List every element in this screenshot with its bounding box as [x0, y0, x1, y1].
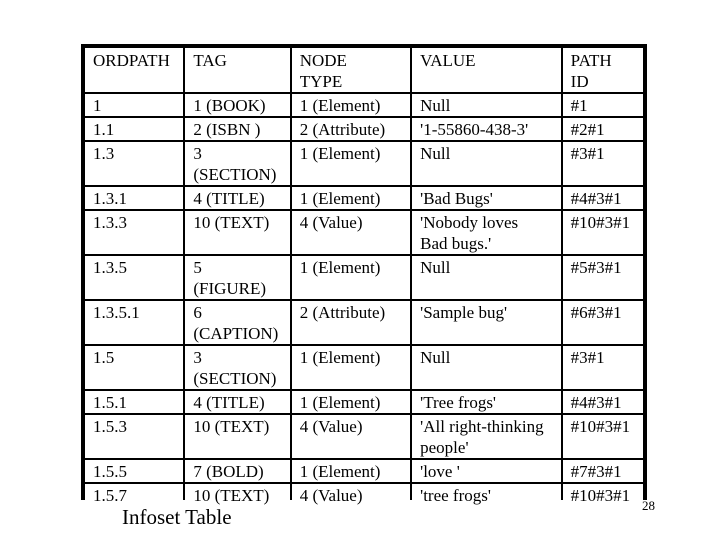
table-row: [85, 118, 643, 140]
cell-node-type: 4 (Value): [292, 211, 410, 254]
cell-node-type: 1 (Element): [292, 391, 410, 413]
cell-tag: 3 (SECTION): [185, 142, 289, 185]
cell-tag: 10 (TEXT): [185, 415, 289, 458]
cell-value: Null: [412, 94, 561, 116]
cell-value: '1-55860-438-3': [412, 118, 561, 140]
cell-node-type: 2 (Attribute): [292, 118, 410, 140]
header-path-id: PATH ID: [563, 48, 643, 92]
cell-path-id: #3#1: [563, 346, 643, 389]
cell-ordpath: 1.5.5: [85, 460, 183, 482]
cell-path-id: #1: [563, 94, 643, 116]
cell-value: Null: [412, 346, 561, 389]
cell-value: 'All right-thinking people': [412, 415, 561, 458]
cell-tag: 10 (TEXT): [185, 211, 289, 254]
cell-tag: 6 (CAPTION): [185, 301, 289, 344]
header-ordpath: ORDPATH: [85, 48, 183, 92]
cell-path-id: #5#3#1: [563, 256, 643, 299]
cell-ordpath: 1.3.5.1: [85, 301, 183, 344]
infoset-table-frame: [81, 44, 647, 505]
cell-value: 'Sample bug': [412, 301, 561, 344]
table-row: [85, 391, 643, 413]
infoset-table: [83, 46, 645, 508]
cell-tag: 3 (SECTION): [185, 346, 289, 389]
cell-value: Null: [412, 142, 561, 185]
table-row: [85, 415, 643, 458]
header-value: VALUE: [412, 48, 561, 92]
cell-tag: 10 (TEXT): [185, 484, 289, 506]
cell-ordpath: 1.5.7: [85, 484, 183, 506]
cell-node-type: 1 (Element): [292, 256, 410, 299]
cell-tag: 5 (FIGURE): [185, 256, 289, 299]
cell-ordpath: 1.5: [85, 346, 183, 389]
cell-value: 'Nobody loves Bad bugs.': [412, 211, 561, 254]
cell-tag: 7 (BOLD): [185, 460, 289, 482]
cell-tag: 2 (ISBN ): [185, 118, 289, 140]
cell-ordpath: 1.5.3: [85, 415, 183, 458]
table-header-row: [85, 48, 643, 92]
cell-path-id: #6#3#1: [563, 301, 643, 344]
cell-value: Null: [412, 256, 561, 299]
cell-node-type: 2 (Attribute): [292, 301, 410, 344]
cell-path-id: #10#3#1: [563, 484, 643, 506]
cell-path-id: #2#1: [563, 118, 643, 140]
cell-node-type: 1 (Element): [292, 142, 410, 185]
table-row: [85, 94, 643, 116]
table-caption: Infoset Table: [122, 505, 232, 529]
header-tag: TAG: [185, 48, 289, 92]
cell-path-id: #7#3#1: [563, 460, 643, 482]
table-row: [85, 187, 643, 209]
table-row: [85, 142, 643, 185]
cell-path-id: #10#3#1: [563, 415, 643, 458]
cell-tag: 1 (BOOK): [185, 94, 289, 116]
cell-tag: 4 (TITLE): [185, 187, 289, 209]
table-row: [85, 346, 643, 389]
cell-path-id: #4#3#1: [563, 187, 643, 209]
page-number: 28: [642, 498, 655, 513]
cell-path-id: #4#3#1: [563, 391, 643, 413]
table-row: [85, 256, 643, 299]
cell-node-type: 4 (Value): [292, 484, 410, 506]
table-row: [85, 460, 643, 482]
cell-node-type: 1 (Element): [292, 346, 410, 389]
cell-ordpath: 1.3.1: [85, 187, 183, 209]
cell-ordpath: 1.3.3: [85, 211, 183, 254]
cell-node-type: 4 (Value): [292, 415, 410, 458]
cell-value: 'Bad Bugs': [412, 187, 561, 209]
header-node-type: NODE TYPE: [292, 48, 410, 92]
cell-node-type: 1 (Element): [292, 187, 410, 209]
cell-ordpath: 1.5.1: [85, 391, 183, 413]
cell-value: 'tree frogs': [412, 484, 561, 506]
cell-ordpath: 1.3: [85, 142, 183, 185]
cell-ordpath: 1.3.5: [85, 256, 183, 299]
cell-tag: 4 (TITLE): [185, 391, 289, 413]
cell-value: 'love ': [412, 460, 561, 482]
cell-ordpath: 1.1: [85, 118, 183, 140]
cell-ordpath: 1: [85, 94, 183, 116]
cell-path-id: #3#1: [563, 142, 643, 185]
table-row: [85, 211, 643, 254]
table-row: [85, 484, 643, 506]
cell-node-type: 1 (Element): [292, 460, 410, 482]
cell-node-type: 1 (Element): [292, 94, 410, 116]
cell-value: 'Tree frogs': [412, 391, 561, 413]
table-row: [85, 301, 643, 344]
cell-path-id: #10#3#1: [563, 211, 643, 254]
